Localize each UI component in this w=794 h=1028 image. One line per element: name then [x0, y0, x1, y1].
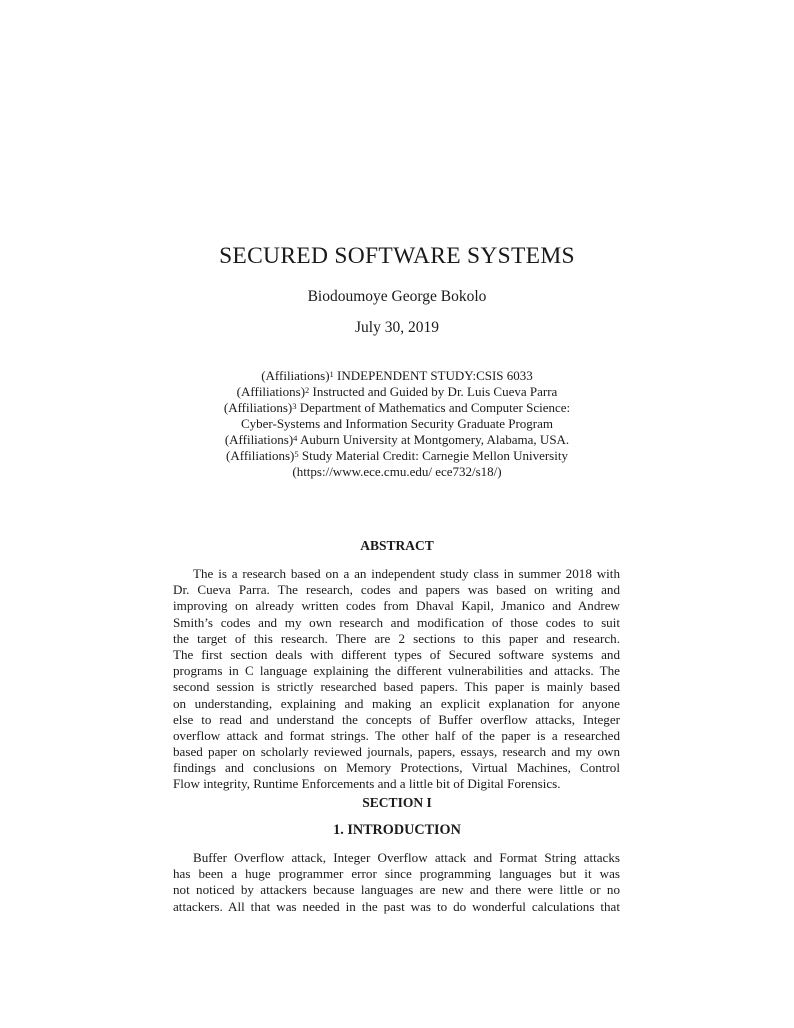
introduction-body	[173, 850, 620, 915]
affiliation-1: (Affiliations)$^1$ INDEPENDENT STUDY:CSIS 6033	[261, 368, 533, 383]
affiliation-3: (Affiliations)$^3$ Department of Mathematics and Computer Science:	[223, 400, 571, 415]
intro-line: not noticed by attackers because languages are new and there were little or no	[173, 882, 620, 898]
abstract-body	[173, 566, 620, 793]
subsection-heading: 1. INTRODUCTION	[333, 822, 461, 838]
abstract-line: Flow integrity, Runtime Enforcements and a little bit of Digital Forensics.	[173, 776, 561, 792]
abstract-line: The is a research based on a an independent study class in summer 2018 with	[193, 566, 620, 581]
abstract-line: else to read and understand the concepts of Buffer overflow attacks, Integer	[173, 711, 620, 727]
abstract-line: overflow attack and format strings. The other half of the paper is a researched	[173, 727, 620, 743]
intro-line: has been a huge programmer error since programming languages but it was	[173, 866, 620, 882]
paper-title: SECURED SOFTWARE SYSTEMS	[219, 243, 575, 269]
abstract-line: The first section deals with different types of Secured software systems and	[173, 646, 620, 662]
affiliation-5: (Affiliations)$^5$ Study Material Credit: Carnegie Mellon University	[226, 448, 568, 463]
abstract-line: programs in C language explaining the different vulnerabilities and attacks. The	[173, 663, 620, 679]
abstract-line: the target of this research. There are 2 sections to this paper and research.	[173, 630, 620, 646]
section-heading: SECTION I	[362, 795, 432, 810]
affiliation-3-continued: Cyber-Systems and Information Security Graduate Program	[240, 416, 554, 431]
intro-line: attackers. All that was needed in the past was to do wonderful calculations that	[173, 898, 620, 914]
abstract-line: Smith’s codes and my own research and modification of those codes to suit	[173, 614, 620, 630]
abstract-line: findings and conclusions on Memory Protections, Virtual Machines, Control	[173, 760, 620, 776]
affiliation-4: (Affiliations)$^4$ Auburn University at Montgomery, Alabama, USA.	[224, 432, 570, 447]
abstract-line: second session is strictly researched based papers. This paper is mainly based	[173, 679, 620, 695]
abstract-line: Dr. Cueva Parra. The research, codes and papers was based on writing and	[173, 582, 620, 598]
affiliation-2: (Affiliations)$^2$ Instructed and Guided by Dr. Luis Cueva Parra	[236, 384, 558, 399]
paper-date: July 30, 2019	[355, 319, 439, 336]
affiliation-5-url: (https://www.ece.cmu.edu/ ece732/s18/)	[292, 464, 502, 479]
abstract-heading: ABSTRACT	[360, 538, 434, 553]
abstract-line: based paper on scholarly reviewed journals, papers, essays, research and my own	[173, 744, 620, 760]
intro-line: Buffer Overflow attack, Integer Overflow attack and Format String attacks	[193, 850, 620, 865]
abstract-line: on understanding, explaining and making an explicit explanation for anyone	[173, 695, 620, 711]
abstract-line: improving on already written codes from Dhaval Kapil, Jmanico and Andrew	[173, 598, 620, 614]
paper-author: Biodoumoye George Bokolo	[307, 288, 487, 305]
